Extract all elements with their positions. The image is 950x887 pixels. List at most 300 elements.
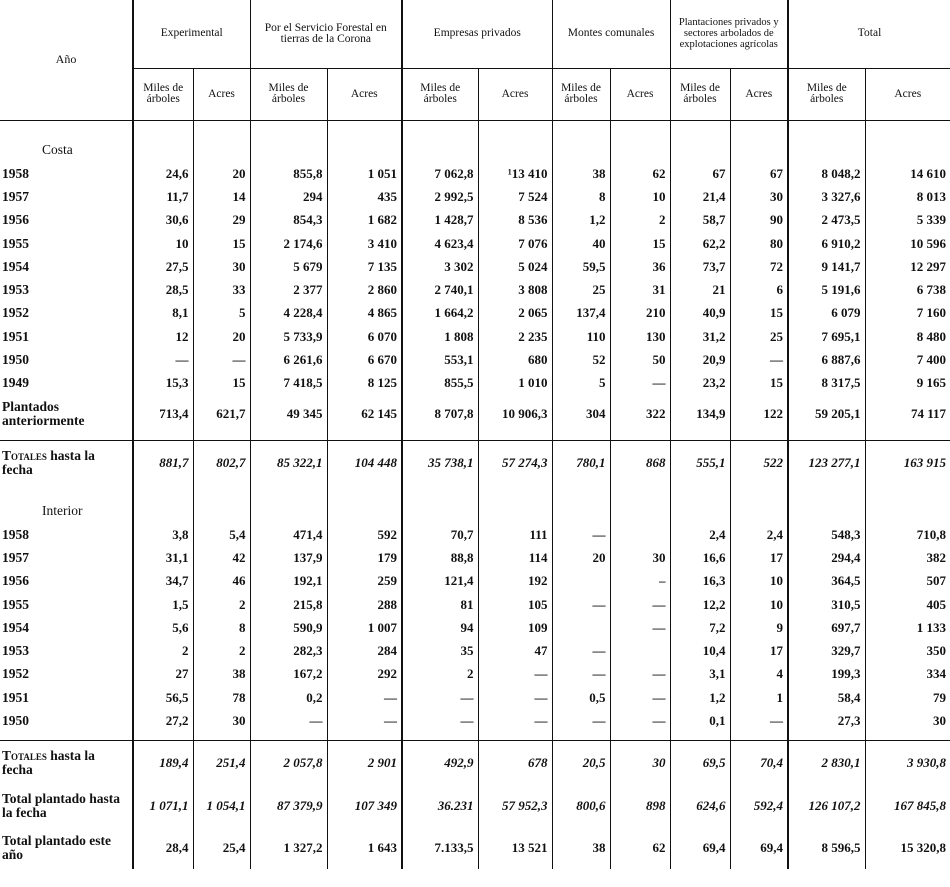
value-cell: 1 428,7	[402, 209, 478, 232]
value-cell: 57 952,3	[478, 785, 552, 827]
value-cell: 17	[730, 546, 788, 569]
value-cell: 12,2	[670, 593, 730, 616]
value-cell	[133, 733, 193, 741]
value-cell: 74 117	[865, 395, 950, 433]
row-label: Total plantado este año	[2, 832, 112, 862]
value-cell	[327, 138, 402, 162]
value-cell: 2 901	[327, 741, 402, 785]
row-label: 1956	[2, 573, 29, 589]
value-cell: 3 808	[478, 278, 552, 301]
value-cell: 73,7	[670, 255, 730, 278]
value-cell: 25,4	[193, 827, 250, 869]
data-row	[0, 255, 950, 278]
value-cell: 0,2	[250, 686, 327, 709]
value-cell: 5,4	[193, 523, 250, 546]
value-cell: 47	[478, 639, 552, 662]
value-cell: 2 992,5	[402, 185, 478, 208]
value-cell: 90	[730, 209, 788, 232]
value-cell	[327, 120, 402, 138]
row-label: 1952	[2, 305, 29, 321]
value-cell	[865, 120, 950, 138]
value-cell: 30	[193, 709, 250, 732]
value-cell: 110	[552, 325, 610, 348]
value-cell: —	[478, 663, 552, 686]
value-cell: 713,4	[133, 395, 193, 433]
value-cell: 590,9	[250, 616, 327, 639]
value-cell	[133, 499, 193, 523]
value-cell: 27	[133, 663, 193, 686]
value-cell: 121,4	[402, 570, 478, 593]
value-cell: 15	[193, 372, 250, 395]
value-cell: 382	[865, 546, 950, 569]
value-cell: 364,5	[788, 570, 865, 593]
data-row	[0, 209, 950, 232]
value-cell: 1 071,1	[133, 785, 193, 827]
value-cell: 9 165	[865, 372, 950, 395]
acres-header: Acres	[730, 68, 788, 120]
value-cell: 507	[865, 570, 950, 593]
value-cell: 23,2	[670, 372, 730, 395]
value-cell: 12 297	[865, 255, 950, 278]
total-row	[0, 741, 950, 785]
value-cell: 33	[193, 278, 250, 301]
value-cell: 8 317,5	[788, 372, 865, 395]
value-cell	[327, 433, 402, 441]
value-cell: 868	[610, 441, 670, 485]
value-cell	[865, 733, 950, 741]
value-cell	[788, 499, 865, 523]
value-cell: –	[610, 570, 670, 593]
value-cell: 7.133,5	[402, 827, 478, 869]
value-cell: —	[610, 686, 670, 709]
group-header: Empresas privados	[402, 0, 552, 68]
value-cell	[788, 433, 865, 441]
value-cell: 6 261,6	[250, 348, 327, 371]
value-cell: 1 010	[478, 372, 552, 395]
value-cell: 2 065	[478, 302, 552, 325]
value-cell	[552, 499, 610, 523]
value-cell	[478, 485, 552, 499]
value-cell: 7 524	[478, 185, 552, 208]
value-cell: 1 051	[327, 162, 402, 185]
value-cell: 15,3	[133, 372, 193, 395]
value-cell: 15	[610, 232, 670, 255]
row-label: 1957	[2, 188, 29, 204]
value-cell: —	[610, 593, 670, 616]
value-cell: 10	[730, 593, 788, 616]
value-cell	[610, 499, 670, 523]
row-label-rest: hasta la fecha	[2, 747, 95, 777]
data-row	[0, 348, 950, 371]
group-header: Experimental	[133, 0, 250, 68]
row-label: 1953	[2, 643, 29, 659]
value-cell: 780,1	[552, 441, 610, 485]
value-cell: 69,5	[670, 741, 730, 785]
value-cell: 8 048,2	[788, 162, 865, 185]
value-cell: 2 057,8	[250, 741, 327, 785]
spacer-row	[0, 733, 950, 741]
value-cell: 25	[552, 278, 610, 301]
value-cell: 38	[552, 827, 610, 869]
value-cell: 334	[865, 663, 950, 686]
value-cell: 20	[193, 162, 250, 185]
row-label: 1957	[2, 549, 29, 565]
value-cell: 179	[327, 546, 402, 569]
value-cell: 27,2	[133, 709, 193, 732]
value-cell	[865, 499, 950, 523]
value-cell: 6 079	[788, 302, 865, 325]
value-cell: 67	[670, 162, 730, 185]
value-cell: 854,3	[250, 209, 327, 232]
value-cell	[670, 433, 730, 441]
value-cell: 621,7	[193, 395, 250, 433]
value-cell	[327, 499, 402, 523]
value-cell: 471,4	[250, 523, 327, 546]
value-cell: 898	[610, 785, 670, 827]
value-cell: 259	[327, 570, 402, 593]
value-cell: —	[402, 709, 478, 732]
value-cell	[865, 138, 950, 162]
acres-header: Acres	[610, 68, 670, 120]
value-cell: 42	[193, 546, 250, 569]
value-cell: 1 664,2	[402, 302, 478, 325]
acres-header: Acres	[865, 68, 950, 120]
value-cell: 855,5	[402, 372, 478, 395]
value-cell: 30	[730, 185, 788, 208]
value-cell	[250, 120, 327, 138]
value-cell	[402, 733, 478, 741]
value-cell: 678	[478, 741, 552, 785]
value-cell: 15	[730, 302, 788, 325]
value-cell: 59 205,1	[788, 395, 865, 433]
value-cell	[788, 485, 865, 499]
value-cell: 2 473,5	[788, 209, 865, 232]
value-cell: 5 024	[478, 255, 552, 278]
value-cell: 79	[865, 686, 950, 709]
value-cell	[670, 499, 730, 523]
value-cell	[730, 733, 788, 741]
value-cell: 20,5	[552, 741, 610, 785]
value-cell: 7 695,1	[788, 325, 865, 348]
value-cell: 2 235	[478, 325, 552, 348]
value-cell: 3,8	[133, 523, 193, 546]
data-row	[0, 593, 950, 616]
trees-header: Miles de árboles	[250, 68, 327, 120]
row-label-totales: Totales	[2, 747, 47, 763]
value-cell	[610, 120, 670, 138]
value-cell: 167 845,8	[865, 785, 950, 827]
value-cell: —	[193, 348, 250, 371]
value-cell: 1 007	[327, 616, 402, 639]
row-label: 1958	[2, 165, 29, 181]
value-cell	[193, 433, 250, 441]
value-cell	[402, 433, 478, 441]
value-cell: 8 596,5	[788, 827, 865, 869]
value-cell: 80	[730, 232, 788, 255]
value-cell: 6 738	[865, 278, 950, 301]
value-cell: 163 915	[865, 441, 950, 485]
row-label	[0, 120, 133, 138]
value-cell	[402, 138, 478, 162]
value-cell: 72	[730, 255, 788, 278]
row-label: 1951	[2, 328, 29, 344]
data-row	[0, 570, 950, 593]
value-cell: 192	[478, 570, 552, 593]
value-cell: —	[402, 686, 478, 709]
value-cell: 0,5	[552, 686, 610, 709]
value-cell	[327, 733, 402, 741]
data-row	[0, 185, 950, 208]
year-header: Año	[0, 0, 133, 120]
value-cell: 13 521	[478, 827, 552, 869]
value-cell	[133, 433, 193, 441]
value-cell: 284	[327, 639, 402, 662]
data-row	[0, 709, 950, 732]
value-cell	[610, 485, 670, 499]
value-cell: 2	[402, 663, 478, 686]
value-cell	[610, 639, 670, 662]
value-cell: 85 322,1	[250, 441, 327, 485]
value-cell: 62	[610, 827, 670, 869]
value-cell: 38	[193, 663, 250, 686]
value-cell: 59,5	[552, 255, 610, 278]
value-cell	[250, 733, 327, 741]
value-cell: 800,6	[552, 785, 610, 827]
value-cell	[402, 499, 478, 523]
value-cell	[193, 138, 250, 162]
value-cell	[552, 733, 610, 741]
data-row	[0, 523, 950, 546]
value-cell: 0,1	[670, 709, 730, 732]
value-cell: 5 339	[865, 209, 950, 232]
group-header: Plantaciones privados y sectores arbolados de explotaciones agrícolas	[670, 0, 788, 68]
value-cell: 6 070	[327, 325, 402, 348]
row-label: Plantados anteriormente	[2, 398, 85, 428]
value-cell: —	[552, 593, 610, 616]
total-row	[0, 441, 950, 485]
value-cell	[478, 499, 552, 523]
value-cell: 10 906,3	[478, 395, 552, 433]
value-cell: —	[478, 686, 552, 709]
value-cell	[788, 733, 865, 741]
value-cell: 1 808	[402, 325, 478, 348]
value-cell: 36.231	[402, 785, 478, 827]
value-cell: —	[250, 709, 327, 732]
row-label: 1950	[2, 712, 29, 728]
value-cell: 126 107,2	[788, 785, 865, 827]
value-cell: 62,2	[670, 232, 730, 255]
trees-header: Miles de árboles	[670, 68, 730, 120]
row-label: 1955	[2, 596, 29, 612]
value-cell: 134,9	[670, 395, 730, 433]
value-cell: 2 860	[327, 278, 402, 301]
value-cell	[730, 138, 788, 162]
value-cell: 1,2	[552, 209, 610, 232]
row-label: 1956	[2, 212, 29, 228]
value-cell: 104 448	[327, 441, 402, 485]
value-cell	[133, 138, 193, 162]
value-cell: 30	[610, 546, 670, 569]
value-cell: 28,5	[133, 278, 193, 301]
value-cell: —	[610, 616, 670, 639]
value-cell: 56,5	[133, 686, 193, 709]
value-cell: 10 596	[865, 232, 950, 255]
value-cell	[670, 485, 730, 499]
trees-header: Miles de árboles	[552, 68, 610, 120]
value-cell	[610, 523, 670, 546]
value-cell	[193, 485, 250, 499]
value-cell: 405	[865, 593, 950, 616]
value-cell: 251,4	[193, 741, 250, 785]
value-cell: 2	[193, 593, 250, 616]
value-cell: —	[610, 372, 670, 395]
value-cell: 3 410	[327, 232, 402, 255]
value-cell: 27,5	[133, 255, 193, 278]
value-cell: 4 865	[327, 302, 402, 325]
value-cell: 34,7	[133, 570, 193, 593]
value-cell	[610, 733, 670, 741]
value-cell: 69,4	[670, 827, 730, 869]
value-cell: 78	[193, 686, 250, 709]
row-label: Interior	[42, 502, 83, 518]
value-cell	[327, 485, 402, 499]
value-cell: 802,7	[193, 441, 250, 485]
value-cell: 31,2	[670, 325, 730, 348]
value-cell: 122	[730, 395, 788, 433]
value-cell: 10	[610, 185, 670, 208]
data-row	[0, 616, 950, 639]
value-cell: 8 013	[865, 185, 950, 208]
data-row	[0, 639, 950, 662]
value-cell: 7 418,5	[250, 372, 327, 395]
value-cell: 69,4	[730, 827, 788, 869]
value-cell	[133, 485, 193, 499]
data-row	[0, 686, 950, 709]
value-cell: 3 930,8	[865, 741, 950, 785]
value-cell: 57 274,3	[478, 441, 552, 485]
group-header: Por el Servicio Forestal en tierras de la Corona	[250, 0, 402, 68]
value-cell: 553,1	[402, 348, 478, 371]
row-label: 1955	[2, 235, 29, 251]
value-cell: 25	[730, 325, 788, 348]
value-cell: 88,8	[402, 546, 478, 569]
value-cell: 322	[610, 395, 670, 433]
value-cell: 5 191,6	[788, 278, 865, 301]
value-cell	[730, 485, 788, 499]
value-cell: 2	[193, 639, 250, 662]
value-cell: 288	[327, 593, 402, 616]
value-cell: 50	[610, 348, 670, 371]
value-cell	[670, 120, 730, 138]
value-cell: 1,2	[670, 686, 730, 709]
trees-header: Miles de árboles	[788, 68, 865, 120]
row-label-totales: Totales	[2, 448, 47, 464]
trees-header: Miles de árboles	[402, 68, 478, 120]
group-header: Montes comunales	[552, 0, 670, 68]
section-title-row	[0, 499, 950, 523]
value-cell: 7 062,8	[402, 162, 478, 185]
value-cell	[552, 120, 610, 138]
value-cell: 592,4	[730, 785, 788, 827]
value-cell	[552, 616, 610, 639]
value-cell: 7 135	[327, 255, 402, 278]
value-cell: 710,8	[865, 523, 950, 546]
trees-header: Miles de árboles	[133, 68, 193, 120]
value-cell: 5	[193, 302, 250, 325]
value-cell: 492,9	[402, 741, 478, 785]
value-cell: 2 174,6	[250, 232, 327, 255]
value-cell: ¹13 410	[478, 162, 552, 185]
value-cell	[552, 570, 610, 593]
value-cell: 855,8	[250, 162, 327, 185]
data-row	[0, 395, 950, 433]
value-cell	[552, 138, 610, 162]
value-cell: 5 733,9	[250, 325, 327, 348]
value-cell: 7 076	[478, 232, 552, 255]
value-cell: 2 377	[250, 278, 327, 301]
summary-row	[0, 785, 950, 827]
value-cell	[250, 138, 327, 162]
value-cell: 7 400	[865, 348, 950, 371]
row-label: 1958	[2, 526, 29, 542]
value-cell: 30	[610, 741, 670, 785]
value-cell: 6 670	[327, 348, 402, 371]
value-cell: 3 327,6	[788, 185, 865, 208]
value-cell	[250, 433, 327, 441]
value-cell	[730, 120, 788, 138]
value-cell: 5	[552, 372, 610, 395]
value-cell: 15	[730, 372, 788, 395]
value-cell: 624,6	[670, 785, 730, 827]
value-cell: 294,4	[788, 546, 865, 569]
value-cell	[788, 138, 865, 162]
spacer-row	[0, 120, 950, 138]
value-cell: 40,9	[670, 302, 730, 325]
value-cell: 4 228,4	[250, 302, 327, 325]
value-cell: 8 125	[327, 372, 402, 395]
value-cell: 94	[402, 616, 478, 639]
value-cell	[610, 433, 670, 441]
value-cell: —	[327, 709, 402, 732]
value-cell: 30,6	[133, 209, 193, 232]
value-cell: 9 141,7	[788, 255, 865, 278]
value-cell: 29	[193, 209, 250, 232]
value-cell: 36	[610, 255, 670, 278]
value-cell: 192,1	[250, 570, 327, 593]
value-cell: 548,3	[788, 523, 865, 546]
value-cell	[250, 499, 327, 523]
value-cell: 2	[133, 639, 193, 662]
value-cell: 14 610	[865, 162, 950, 185]
section-title-row	[0, 138, 950, 162]
value-cell	[552, 485, 610, 499]
value-cell	[670, 138, 730, 162]
value-cell: 9	[730, 616, 788, 639]
acres-header: Acres	[478, 68, 552, 120]
value-cell: 10	[133, 232, 193, 255]
value-cell: 294	[250, 185, 327, 208]
value-cell: 2,4	[730, 523, 788, 546]
value-cell: 16,6	[670, 546, 730, 569]
value-cell: 58,7	[670, 209, 730, 232]
data-row	[0, 302, 950, 325]
value-cell: 555,1	[670, 441, 730, 485]
value-cell: 697,7	[788, 616, 865, 639]
summary-row	[0, 827, 950, 869]
value-cell	[193, 120, 250, 138]
value-cell	[730, 433, 788, 441]
value-cell	[478, 433, 552, 441]
